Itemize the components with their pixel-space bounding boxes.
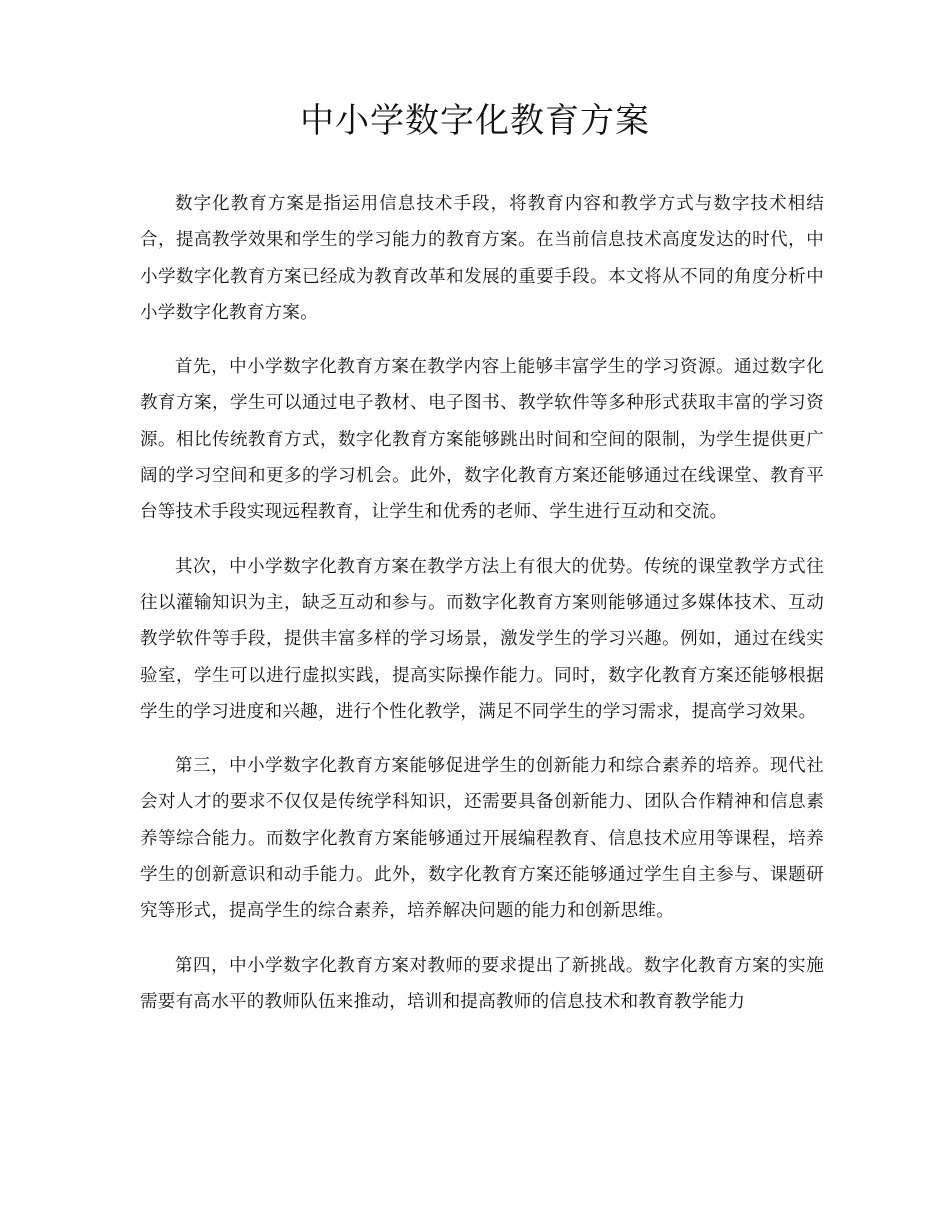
paragraph-intro: 数字化教育方案是指运用信息技术手段，将教育内容和教学方式与数字技术相结合，提高教学效果和学生的学习能力的教育方案。在当前信息技术高度发达的时代，中小学数字化教育方案已经成为教育改革和发展的重要手段。本文将从不同的角度分析中小学数字化教育方案。 <box>140 194 824 323</box>
paragraph-fourth: 第四，中小学数字化教育方案对教师的要求提出了新挑战。数字化教育方案的实施需要有高水平的教师队伍来推动，培训和提高教师的信息技术和教育教学能力 <box>140 955 824 1012</box>
document-body <box>140 186 824 1038</box>
paragraph-third: 第三，中小学数字化教育方案能够促进学生的创新能力和综合素养的培养。现代社会对人才的要求不仅仅是传统学科知识，还需要具备创新能力、团队合作精神和信息素养等综合能力。而数字化教育方案能够通过开展编程教育、信息技术应用等课程，培养学生的创新意识和动手能力。此外，数字化教育方案还能够通过学生自主参与、课题研究等形式，提高学生的综合素养，培养解决问题的能力和创新思维。 <box>140 756 824 922</box>
paragraph-first: 首先，中小学数字化教育方案在教学内容上能够丰富学生的学习资源。通过数字化教育方案，学生可以通过电子教材、电子图书、教学软件等多种形式获取丰富的学习资源。相比传统教育方式，数字化教育方案能够跳出时间和空间的限制，为学生提供更广阔的学习空间和更多的学习机会。此外，数字化教育方案还能够通过在线课堂、教育平台等技术手段实现远程教育，让学生和优秀的老师、学生进行互动和交流。 <box>140 357 824 523</box>
document-title: 中小学数字化教育方案 <box>300 101 650 141</box>
paragraph-second: 其次，中小学数字化教育方案在教学方法上有很大的优势。传统的课堂教学方式往往以灌输知识为主，缺乏互动和参与。而数字化教育方案则能够通过多媒体技术、互动教学软件等手段，提供丰富多样的学习场景，激发学生的学习兴趣。例如，通过在线实验室，学生可以进行虚拟实践，提高实际操作能力。同时，数字化教育方案还能够根据学生的学习进度和兴趣，进行个性化教学，满足不同学生的学习需求，提高学习效果。 <box>140 556 824 722</box>
